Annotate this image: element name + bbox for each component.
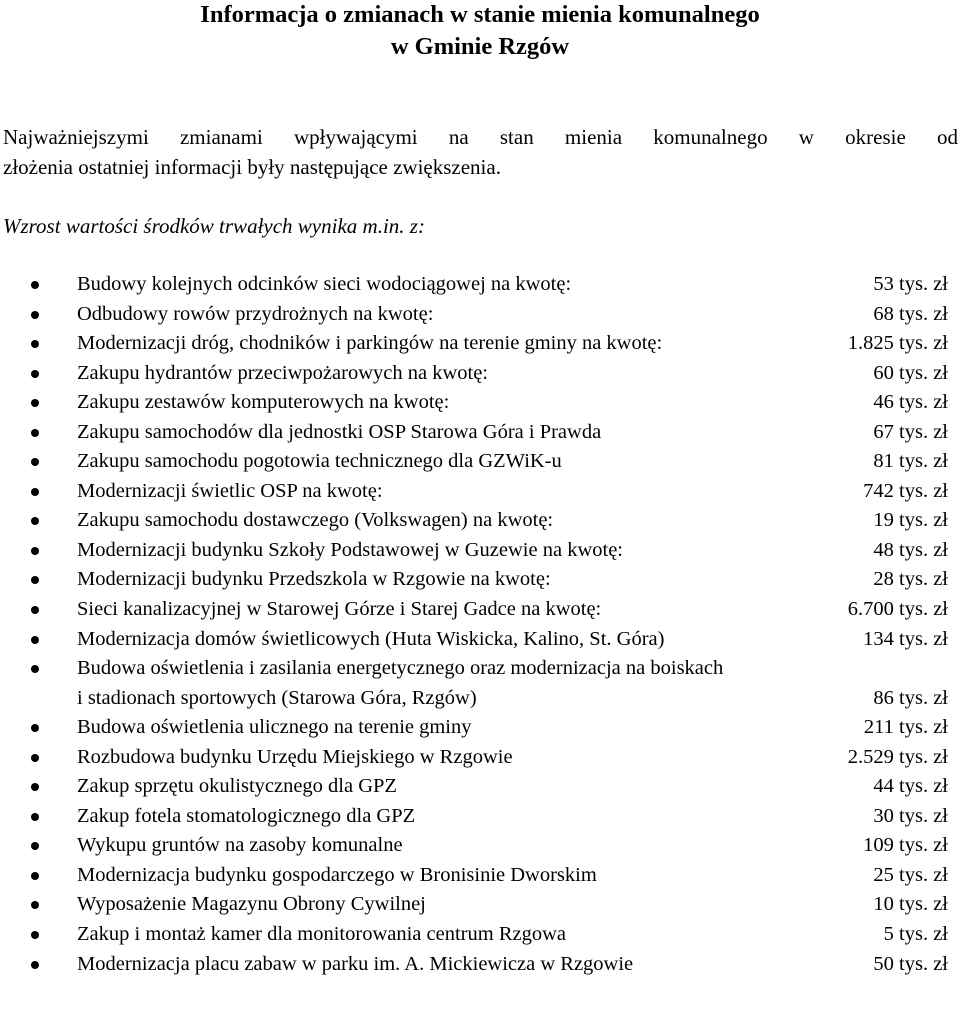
list-item <box>0 772 960 802</box>
item-label-continuation: i stadionach sportowych (Starowa Góra, Rzgów) <box>77 686 477 709</box>
item-amount: 134 tys. zł <box>863 627 948 650</box>
intro-line-1: Najważniejszymi zmianami wpływającymi na stan mienia komunalnego w okresie od <box>3 125 958 149</box>
bullet-icon <box>31 901 39 909</box>
document-title-line-2: w Gminie Rzgów <box>390 33 570 60</box>
bullet-icon <box>31 872 39 880</box>
list-item <box>0 418 960 448</box>
item-label: Budowy kolejnych odcinków sieci wodociągowej na kwotę: <box>77 273 572 295</box>
item-label: Budowa oświetlenia i zasilania energetycznego oraz modernizacja na boiskach <box>77 657 724 680</box>
intro-paragraph <box>3 122 958 182</box>
item-label: Wykupu gruntów na zasoby komunalne <box>77 834 403 857</box>
list-item <box>0 595 960 625</box>
item-amount: 60 tys. zł <box>873 361 948 384</box>
item-amount: 25 tys. zł <box>873 863 948 886</box>
item-amount: 6.700 tys. zł <box>847 598 948 621</box>
bullet-icon <box>31 783 39 791</box>
list-item <box>0 861 960 891</box>
item-label: Modernizacji budynku Przedszkola w Rzgowie na kwotę: <box>77 568 551 591</box>
list-item <box>0 447 960 477</box>
item-label: Zakupu samochodu dostawczego (Volkswagen) na kwotę: <box>77 509 554 532</box>
item-label: Zakupu samochodów dla jednostki OSP Starowa Góra i Prawda <box>77 420 602 443</box>
item-amount: 67 tys. zł <box>873 420 948 443</box>
item-label: Modernizacja budynku gospodarczego w Bronisinie Dworskim <box>77 863 597 886</box>
bullet-icon <box>31 281 39 289</box>
bullet-icon <box>31 488 39 496</box>
list-item <box>0 713 960 743</box>
item-amount: 742 tys. zł <box>863 479 948 502</box>
intro-line-2: złożenia ostatniej informacji były następujące zwiększenia. <box>3 155 501 179</box>
item-amount: 30 tys. zł <box>873 804 948 827</box>
item-label: Wyposażenie Magazynu Obrony Cywilnej <box>77 893 426 916</box>
item-label: Zakupu samochodu pogotowia technicznego dla GZWiK-u <box>77 450 562 473</box>
bullet-icon <box>31 547 39 555</box>
item-amount: 48 tys. zł <box>873 538 948 561</box>
item-label: Zakupu hydrantów przeciwpożarowych na kwotę: <box>77 361 488 384</box>
list-item <box>0 920 960 950</box>
item-label: Modernizacja placu zabaw w parku im. A. Mickiewicza w Rzgowie <box>77 952 634 975</box>
item-label: Budowa oświetlenia ulicznego na terenie gminy <box>77 716 472 739</box>
list-item <box>0 625 960 655</box>
list-item <box>0 890 960 920</box>
item-label: Modernizacji świetlic OSP na kwotę: <box>77 479 383 502</box>
item-amount: 10 tys. zł <box>873 893 948 916</box>
item-amount: 50 tys. zł <box>873 952 948 975</box>
item-label: Zakup fotela stomatologicznego dla GPZ <box>77 804 416 827</box>
item-amount: 19 tys. zł <box>873 509 948 532</box>
bullet-icon <box>31 429 39 437</box>
list-item <box>0 831 960 861</box>
item-amount: 1.825 tys. zł <box>847 332 948 355</box>
bullet-icon <box>31 399 39 407</box>
bullet-icon <box>31 931 39 939</box>
list-item <box>0 388 960 418</box>
bullet-icon <box>31 311 39 319</box>
item-amount: 5 tys. zł <box>883 923 948 946</box>
bullet-icon <box>31 961 39 969</box>
list-item <box>0 536 960 566</box>
list-item <box>0 565 960 595</box>
bullet-icon <box>31 813 39 821</box>
item-amount: 109 tys. zł <box>863 834 948 857</box>
list-item <box>0 506 960 536</box>
item-label: Sieci kanalizacyjnej w Starowej Górze i Starej Gadce na kwotę: <box>77 598 602 621</box>
bullet-icon <box>31 340 39 348</box>
bullet-icon <box>31 754 39 762</box>
bullet-icon <box>31 724 39 732</box>
list-item <box>0 270 960 300</box>
bullet-icon <box>31 576 39 584</box>
item-label: Modernizacji budynku Szkoły Podstawowej w Guzewie na kwotę: <box>77 538 623 561</box>
item-amount: 86 tys. zł <box>873 686 948 709</box>
item-label: Zakup sprzętu okulistycznego dla GPZ <box>77 775 397 798</box>
list-item <box>0 329 960 359</box>
item-label: Modernizacja domów świetlicowych (Huta Wiskicka, Kalino, St. Góra) <box>77 627 665 650</box>
item-amount: 68 tys. zł <box>873 302 948 325</box>
item-amount: 44 tys. zł <box>873 775 948 798</box>
list-item <box>0 950 960 980</box>
bullet-icon <box>31 370 39 378</box>
item-label: Zakupu zestawów komputerowych na kwotę: <box>77 391 450 414</box>
item-amount: 211 tys. zł <box>863 716 948 739</box>
list-item <box>0 654 960 713</box>
item-amount: 46 tys. zł <box>873 391 948 414</box>
item-label: Zakup i montaż kamer dla monitorowania centrum Rzgowa <box>77 923 566 946</box>
bullet-icon <box>31 606 39 614</box>
item-label: Modernizacji dróg, chodników i parkingów na terenie gminy na kwotę: <box>77 332 663 355</box>
list-item <box>0 300 960 330</box>
list-item <box>0 802 960 832</box>
bullet-icon <box>31 517 39 525</box>
list-item <box>0 359 960 389</box>
asset-increase-list <box>0 270 960 979</box>
item-label: Odbudowy rowów przydrożnych na kwotę: <box>77 302 434 325</box>
bullet-icon <box>31 665 39 673</box>
subheading: Wzrost wartości środków trwałych wynika m.in. z: <box>3 214 425 238</box>
bullet-icon <box>31 842 39 850</box>
bullet-icon <box>31 636 39 644</box>
item-amount: 28 tys. zł <box>873 568 948 591</box>
item-amount: 53 tys. zł <box>873 273 948 295</box>
list-item <box>0 743 960 773</box>
list-item <box>0 477 960 507</box>
item-amount: 81 tys. zł <box>873 450 948 473</box>
document-title-line-1: Informacja o zmianach w stanie mienia komunalnego <box>200 1 760 28</box>
bullet-icon <box>31 458 39 466</box>
item-amount: 2.529 tys. zł <box>847 745 948 768</box>
item-label: Rozbudowa budynku Urzędu Miejskiego w Rzgowie <box>77 745 513 768</box>
